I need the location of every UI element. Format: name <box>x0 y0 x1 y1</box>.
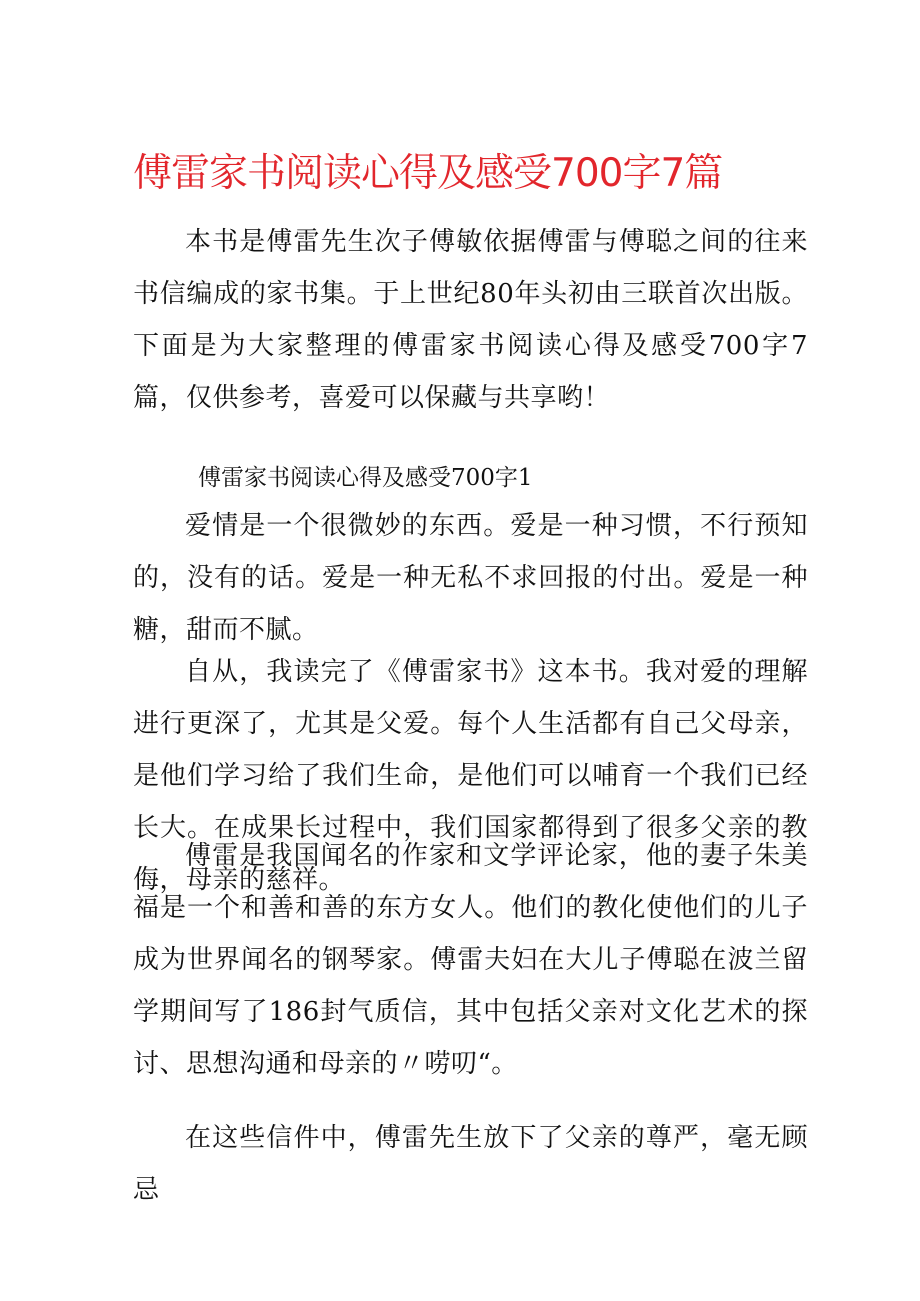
intro-paragraph: 本书是傅雷先生次子傅敏依据傅雷与傅聪之间的往来书信编成的家书集。于上世纪80年头初由三联首次出版。下面是为大家整理的傅雷家书阅读心得及感受700字7篇，仅供参考，喜爱可以保藏与共享哟！ <box>133 227 808 413</box>
body-paragraph-1: 爱情是一个很微妙的东西。爱是一种习惯，不行预知的，没有的话。爱是一种无私不求回报的付出。爱是一种糖，甜而不腻。 <box>133 511 808 645</box>
body-paragraph-4: 在这些信件中，傅雷先生放下了父亲的尊严，毫无顾忌 <box>133 1123 808 1205</box>
body-paragraph-2: 自从，我读完了《傅雷家书》这本书。我对爱的理解进行更深了，尤其是父爱。每个人生活都有自己父母亲，是他们学习给了我们生命，是他们可以哺育一个我们已经长大。在成果长过程中，我们国家都得到了很多父亲的教侮，母亲的慈祥。 <box>133 657 808 895</box>
section-heading: 傅雷家书阅读心得及感受700字1 <box>198 465 533 491</box>
document-title: 傅雷家书阅读心得及感受700字7篇 <box>133 151 723 196</box>
body-paragraph-3: 傅雷是我国闻名的作家和文学评论家，他的妻子朱美福是一个和善和善的东方女人。他们的教化使他们的儿子成为世界闻名的钢琴家。傅雷夫妇在大儿子傅聪在波兰留学期间写了186封气质信，其中包括父亲对文化艺术的探讨、思想沟通和母亲的〃唠叨“。 <box>133 841 808 1079</box>
